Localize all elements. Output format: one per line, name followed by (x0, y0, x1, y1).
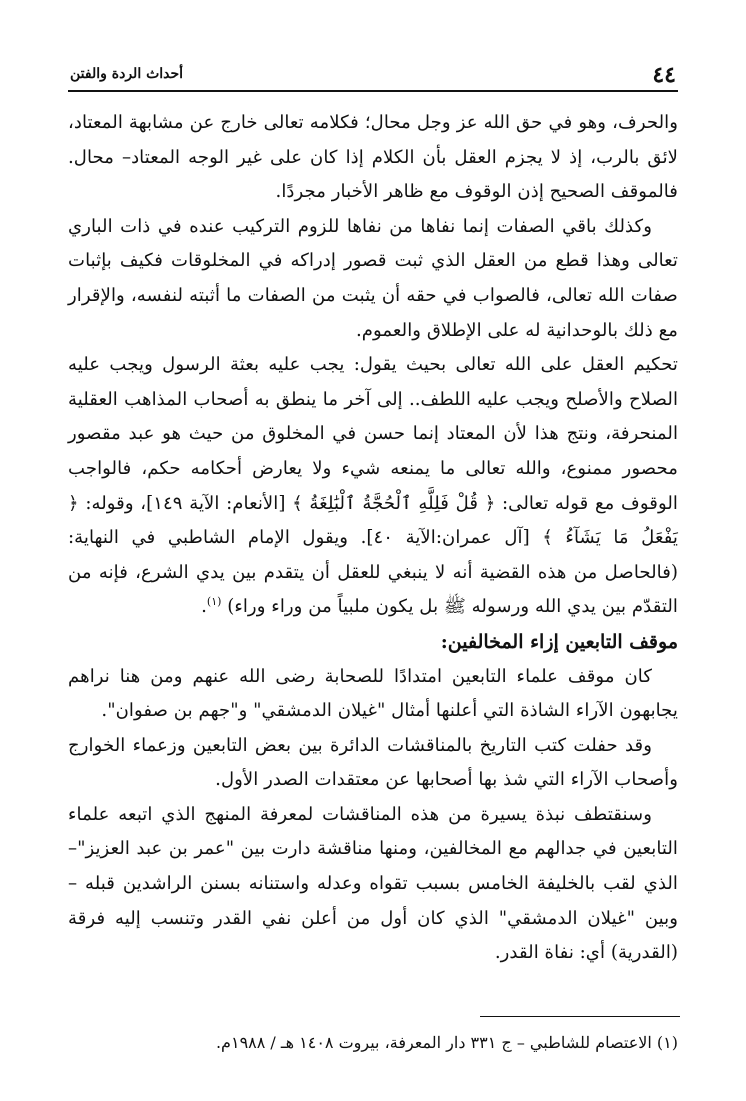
running-title: أحداث الردة والفتن (70, 66, 184, 82)
paragraph-3 (68, 348, 678, 625)
paragraph-4: كان موقف علماء التابعين امتدادًا للصحابة رضى الله عنهم ومن هنا نراهم يجابهون الآراء الشاذة التي أعلنها أمثال "غيلان الدمشقي" و"جهم بن صفوان". (68, 665, 678, 722)
footnote-divider (480, 1016, 680, 1017)
quran-verse-1: ﴿ قُلْ فَلِلَّهِ ٱلْحُجَّةُ ٱلْبَٰلِغَةُ ﴾ (292, 492, 496, 514)
paragraph-3-end: . (201, 596, 207, 618)
section-heading: موقف التابعين إزاء المخالفين: (440, 630, 678, 653)
paragraph-3-text-a: تحكيم العقل على الله تعالى بحيث يقول: يجب عليه بعثة الرسول ويجب عليه الصلاح والأصلح ويجب عليه اللطف.. إلى آخر ما ينطق به أصحاب المذاهب العقلية المنحرفة، ونتج هذا لأن المعتاد إنما حسن في المخلوق من حيث هو عبد مقصور محصور ممنوع، والله تعالى ما يمنعه شيء ولا يعارض أحكامه حكم، فالواجب الوقوف مع قوله تعالى: (68, 354, 678, 514)
paragraph-5: وقد حفلت كتب التاريخ بالمناقشات الدائرة بين بعض التابعين وزعماء الخوارج وأصحاب الآراء التي شذ بها أصحابها عن معتقدات الصدر الأول. (68, 734, 678, 791)
footnote-reference: (١) (206, 595, 222, 609)
footnote: (١) الاعتصام للشاطبي – ج ٣٣١ دار المعرفة، بيروت ١٤٠٨ هـ / ١٩٨٨م. (215, 1033, 678, 1052)
page-number: ٤٤ (652, 62, 676, 88)
page-header (68, 60, 678, 92)
paragraph-3-text-c: [آل عمران:الآية ٤٠]. ويقول الإمام الشاطبي في النهاية: (فالحاصل من هذه القضية أنه لا ينبغي للعقل أن يتقدم بين يدي الشرع، فإنه من التقدّم بين يدي الله ورسوله ﷺ بل يكون ملبياً من وراء وراء) (68, 527, 678, 618)
paragraph-2: وكذلك باقي الصفات إنما نفاها من نفاها للزوم التركيب عنده في ذات الباري تعالى وهذا قطع من العقل الذي ثبت قصور إدراكه في المخلوقات فكيف بإثبات صفات الله تعالى، فالصواب في حقه أن يثبت من الصفات ما أثبته لنفسه، والإقرار مع ذلك بالوحدانية له على الإطلاق والعموم. (68, 215, 678, 341)
paragraph-3-text-b: [الأنعام: الآية ١٤٩]، وقوله: (78, 492, 293, 514)
paragraph-1: والحرف، وهو في حق الله عز وجل محال؛ فكلامه تعالى خارج عن مشابهة المعتاد، لائق بالرب، إذ لا يجزم العقل بأن الكلام إذا كان على غير الوجه المعتاد– محال. فالموقف الصحيح إذن الوقوف مع ظاهر الأخبار مجردًا. (68, 112, 678, 203)
body-text (68, 106, 678, 971)
paragraph-6: وسنقتطف نبذة يسيرة من هذه المناقشات لمعرفة المنهج الذي اتبعه علماء التابعين في جدالهم مع المخالفين، ومنها مناقشة دارت بين "عمر بن عبد العزيز"– الذي لقب بالخليفة الخامس بسبب تقواه وعدله واستنانه بسنن الراشدين قبله – وبين "غيلان الدمشقي" الذي كان أول من أعلن نفي القدر وتنسب إليه فرقة (القدرية) أي: نفاة القدر. (68, 803, 678, 964)
quran-verse-2: ﴿ يَفْعَلُ مَا يَشَآءُ ﴾ (68, 492, 678, 549)
